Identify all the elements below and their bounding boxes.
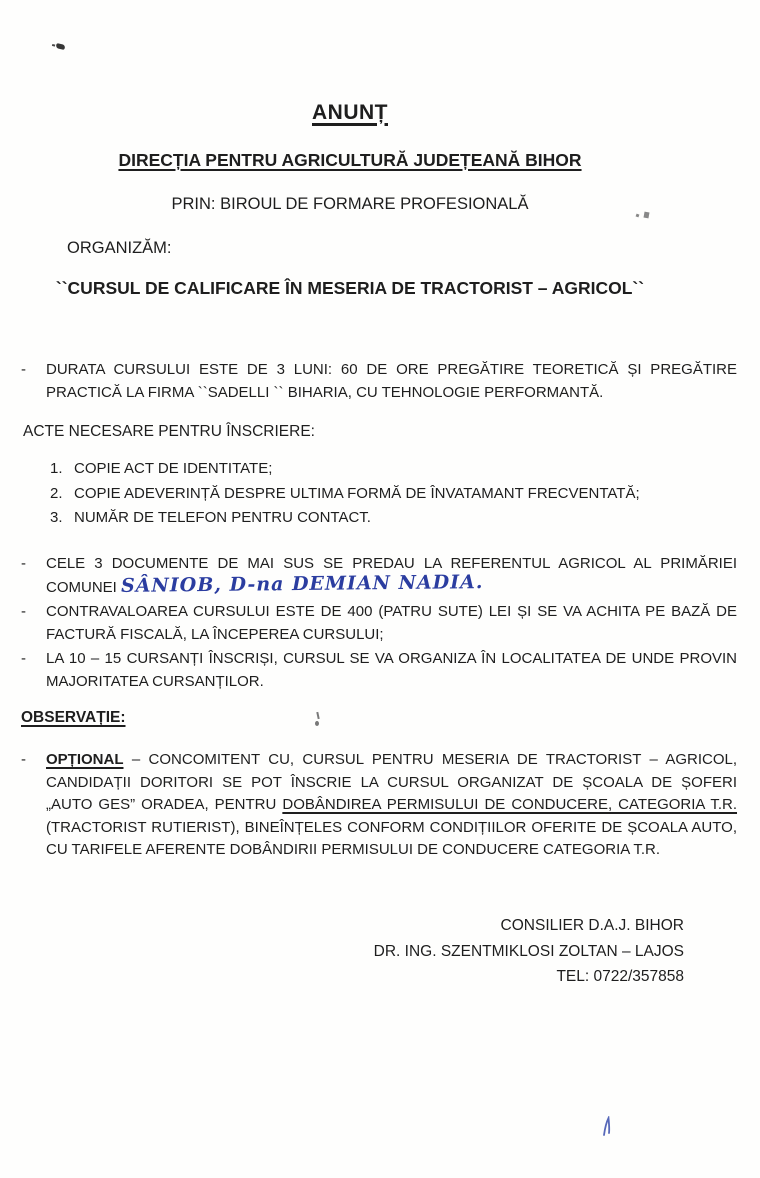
list-item-number: 1.: [50, 460, 63, 477]
signature-title: CONSILIER D.A.J. BIHOR: [500, 917, 684, 934]
location-note-line2: MAJORITATEA CURSANȚILOR.: [46, 673, 264, 690]
observation-heading: [21, 709, 126, 727]
dash-bullet: -: [21, 603, 26, 620]
documents-note-line1: CELE 3 DOCUMENTE DE MAI SUS SE PREDAU LA REFERENTUL AGRICOL AL PRIMĂRIEI: [46, 555, 737, 572]
cost-note-line1: CONTRAVALOAREA CURSULUI ESTE DE 400 (PATRU SUTE) LEI ȘI SE VA ACHITA PE BAZĂ DE: [46, 603, 737, 620]
organization-department: PRIN: BIROUL DE FORMARE PROFESIONALĂ: [171, 195, 529, 213]
course-title: ``CURSUL DE CALIFICARE ÎN MESERIA DE TRACTORIST – AGRICOL``: [55, 278, 645, 298]
optional-note-line1: – CONCOMITENT CU, CURSUL PENTRU MESERIA DE TRACTORIST – AGRICOL,: [123, 751, 737, 768]
dash-bullet: -: [21, 555, 26, 572]
list-item: [50, 506, 640, 531]
dash-bullet: -: [21, 650, 26, 667]
optional-note-line3-underlined: DOBÂNDIREA PERMISULUI DE CONDUCERE, CATEGORIA T.R.: [282, 796, 738, 813]
scan-speck-artifact: [315, 712, 321, 728]
requirements-list: [50, 457, 640, 531]
dash-bullet: -: [21, 361, 26, 378]
signature-block: [374, 913, 684, 990]
duration-note-line1: DURATA CURSULUI ESTE DE 3 LUNI: 60 DE ORE PREGĂTIRE TEORETICĂ ȘI PREGĂTIRE: [46, 361, 737, 378]
document-title: [0, 101, 700, 125]
optional-note: [21, 749, 737, 862]
optional-note-line2: CANDIDAȚII DORITORI SE POT ÎNSCRIE LA CURSUL ORGANIZAT DE ȘCOALA DE ȘOFERI: [46, 773, 737, 791]
ink-speck-artifact: [56, 43, 66, 50]
list-item-text: COPIE ACT DE IDENTITATE;: [74, 460, 273, 477]
requirements-heading: ACTE NECESARE PENTRU ÎNSCRIERE:: [23, 423, 315, 440]
signature-name: DR. ING. SZENTMIKLOSI ZOLTAN – LAJOS: [373, 942, 684, 960]
observation-heading-text: OBSERVAȚIE:: [21, 709, 126, 726]
organization-name: [0, 150, 700, 171]
list-item: [50, 482, 640, 507]
cost-note-line2: FACTURĂ FISCALĂ, LA ÎNCEPEREA CURSULUI;: [46, 626, 384, 643]
document-title-text: ANUNȚ: [312, 101, 388, 124]
dash-bullet: -: [21, 751, 26, 768]
optional-label: OPȚIONAL: [46, 751, 124, 768]
list-item-text: COPIE ADEVERINȚĂ DESPRE ULTIMA FORMĂ DE ÎNVATAMANT FRECVENTATĂ;: [74, 484, 640, 502]
cost-note: [21, 600, 737, 646]
pen-mark-artifact: [601, 1116, 615, 1141]
optional-note-line3-prefix: „AUTO GES” ORADEA, PENTRU: [46, 796, 283, 813]
optional-note-line5: CU TARIFELE AFERENTE DOBÂNDIRII PERMISULUI DE CONDUCERE CATEGORIA T.R.: [46, 841, 660, 858]
list-item: [50, 457, 640, 482]
documents-note: [21, 552, 737, 599]
list-item-number: 3.: [50, 509, 63, 526]
organization-name-text: DIRECȚIA PENTRU AGRICULTURĂ JUDEȚEANĂ BIHOR: [118, 150, 582, 170]
list-item-text: NUMĂR DE TELEFON PENTRU CONTACT.: [74, 509, 371, 526]
duration-note: [21, 358, 737, 404]
signature-phone: TEL: 0722/357858: [556, 968, 684, 985]
duration-note-line2: PRACTICĂ LA FIRMA ``SADELLI `` BIHARIA, CU TEHNOLOGIE PERFORMANTĂ.: [46, 384, 604, 401]
location-note-line1: LA 10 – 15 CURSANȚI ÎNSCRIȘI, CURSUL SE VA ORGANIZA ÎN LOCALITATEA DE UNDE PROVIN: [46, 650, 737, 667]
list-item-number: 2.: [50, 484, 63, 502]
optional-note-line4: (TRACTORIST RUTIERIST), BINEÎNȚELES CONFORM CONDIȚIILOR OFERITE DE ȘCOALA AUTO,: [46, 818, 737, 836]
documents-note-line2-prefix: COMUNEI: [46, 579, 121, 596]
location-note: [21, 647, 737, 693]
intro-line: ORGANIZĂM:: [67, 239, 172, 257]
handwritten-annotation: SÂNIOB, D-na DEMIAN NADIA.: [120, 571, 484, 597]
